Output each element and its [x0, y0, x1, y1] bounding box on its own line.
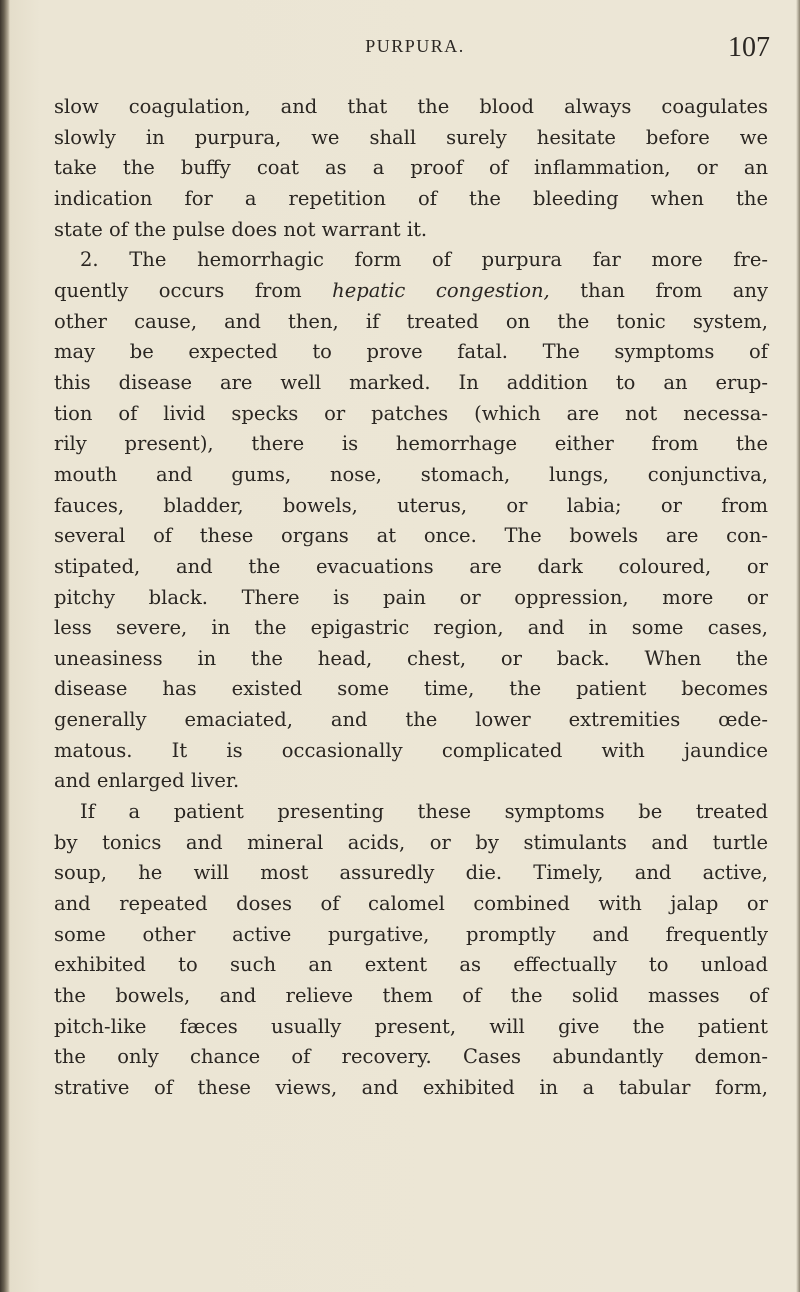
text-line-with-emphasis — [54, 276, 768, 307]
text-line: rily present), there is hemorrhage either from the — [54, 432, 768, 456]
text-line: and repeated doses of calomel combined with jalap or — [54, 892, 768, 916]
text-line: take the buffy coat as a proof of inflammation, or an — [54, 156, 768, 180]
text-line: generally emaciated, and the lower extremities œde- — [54, 708, 768, 732]
text-line: disease has existed some time, the patient becomes — [54, 677, 768, 701]
text-line: less severe, in the epigastric region, and in some cases, — [54, 616, 768, 640]
text-line: pitchy black. There is pain or oppression, more or — [54, 585, 768, 609]
text-line: other cause, and then, if treated on the tonic system, — [54, 309, 768, 333]
text-line: slow coagulation, and that the blood always coagulates — [54, 95, 768, 118]
text-line: some other active purgative, promptly and frequently — [54, 922, 768, 946]
page-number: 107 — [728, 32, 770, 63]
text-line: may be expected to prove fatal. The symptoms of — [54, 340, 768, 364]
text-line: stipated, and the evacuations are dark coloured, or — [54, 554, 768, 578]
text-line: this disease are well marked. In addition to an erup- — [54, 370, 768, 394]
text-line: and enlarged liver. — [54, 769, 240, 793]
page-binding-edge — [0, 0, 10, 1292]
emphasized-phrase: hepatic congestion, — [332, 278, 550, 302]
text-line: slowly in purpura, we shall surely hesitate before we — [54, 125, 768, 149]
text-segment: than from any — [549, 278, 768, 302]
text-line: mouth and gums, nose, stomach, lungs, conjunctiva, — [54, 462, 768, 486]
text-line: by tonics and mineral acids, or by stimulants and turtle — [54, 830, 768, 854]
page-header — [60, 32, 770, 66]
text-line: tion of livid specks or patches (which are not necessa- — [54, 401, 768, 425]
paragraph-3 — [54, 797, 768, 1104]
text-line: state of the pulse does not warrant it. — [54, 217, 428, 241]
text-line: indication for a repetition of the bleeding when the — [54, 186, 768, 210]
text-line: the only chance of recovery. Cases abundantly demon- — [54, 1045, 768, 1069]
page-right-edge — [796, 0, 800, 1292]
text-line: fauces, bladder, bowels, uterus, or labia; or from — [54, 493, 768, 517]
text-line: matous. It is occasionally complicated with jaundice — [54, 738, 768, 762]
paragraph-2 — [54, 245, 768, 797]
text-line: several of these organs at once. The bowels are con- — [54, 524, 768, 548]
text-segment: quently occurs from — [54, 278, 302, 302]
text-line: uneasiness in the head, chest, or back. When the — [54, 646, 768, 670]
text-line: the bowels, and relieve them of the solid masses of — [54, 984, 768, 1008]
text-line: strative of these views, and exhibited in a tabular form, — [54, 1076, 768, 1099]
text-line: pitch-like fæces usually present, will give the patient — [54, 1014, 768, 1038]
body-text — [54, 92, 768, 1104]
text-line: soup, he will most assuredly die. Timely, and active, — [54, 861, 768, 885]
text-line: If a patient presenting these symptoms be treated — [80, 800, 768, 824]
text-line: exhibited to such an extent as effectually to unload — [54, 953, 768, 977]
paragraph-1 — [54, 92, 768, 245]
running-head: PURPURA. — [365, 36, 465, 56]
text-line: 2. The hemorrhagic form of purpura far more fre- — [80, 248, 768, 272]
